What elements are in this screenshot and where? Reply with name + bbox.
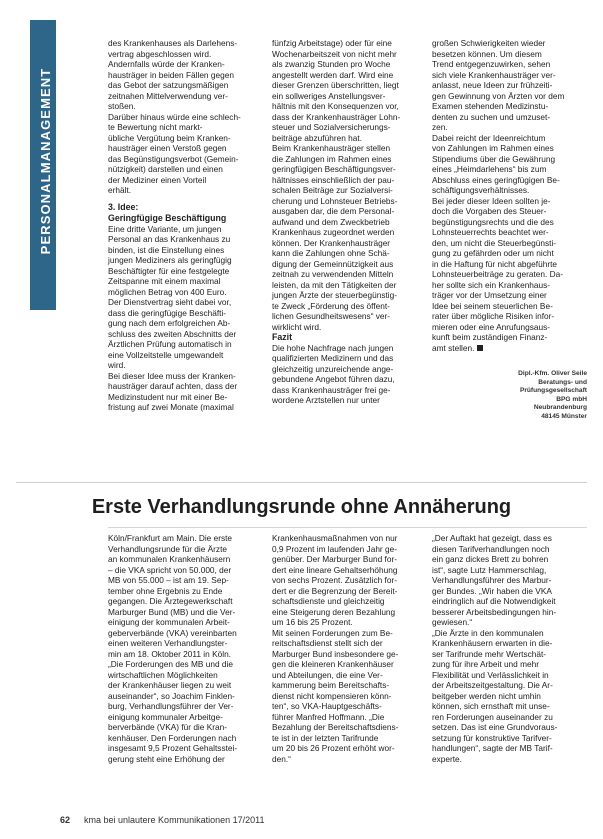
top-col2-paragraph-2: Die hohe Nachfrage nach jungen qualifizierten Medizinern und das gleichzeitig unzureichende ange- gebundene Angebot führen dazu, dass Krankenhausträger frei ge- wordene Arztstellen nur unter	[272, 342, 395, 405]
top-column-2	[272, 38, 420, 406]
author-credit: Dipl.-Kfm. Oliver Seile Beratungs- und Prüfungsgesellschaft BPG mbH Neubrandenburg 48145 Münster	[518, 370, 587, 420]
top-col1-heading: 3. Idee: Geringfügige Beschäftigung	[108, 201, 227, 223]
top-col1-paragraph-1: des Krankenhauses als Darlehens- vertrag abgeschlossen wird. Andernfalls würde der Kranken- hausträger in beiden Fällen gegen das Gebot der satzungsmäßigen zeitnahen Mittelverwendung ver- stoßen.	[108, 38, 238, 111]
top-column-1	[108, 38, 256, 413]
top-column-3	[432, 38, 585, 353]
top-col2-paragraph-1: fünfzig Arbeitstage) oder für eine Wochenarbeitszeit von nicht mehr als zwanzig Stunden pro Woche angestellt werden darf. Wird eine dieser Grenzen überschritten, liegt ein sollweriges Anstellungsver- hältnis mit den Konsequenzen vor, dass der Krankenhausträger Lohn- steuer und Sozialversicherungs- beiträge abzuführen hat. Beim Krankenhausträger stellen die Zahlungen im Rahmen eines geringfügigen Beschäftigungsver- hältnisses einschließlich der pau- schalen Beiträge zur Sozialversi- cherung und Lohnsteuer Betriebs- ausgaben dar, die dem Personal- aufwand und dem Zweckbetrieb Krankenhaus zugeordnet werden können. Der Krankenhausträger kann die Zahlungen ohne Schä- digung der Gemeinnützigkeit aus zeitnah zu verwendenden Mitteln leisten, da mit den Tätigkeiten der jungen Ärzte der steuerbegünstig- te Zweck „Förderung des öffent- lichen Gesundheitswesens“ ver- wirklicht wird.	[272, 38, 401, 332]
page-number: 62	[60, 815, 71, 825]
section-sidebar	[30, 20, 56, 310]
bottom-col3-text: „Der Auftakt hat gezeigt, dass es diesen Tarifverhandlungen noch ein ganz dickes Brett zu bohren ist“, sagte Lutz Hammerschlag, Verhandlungsführer des Marbur- ger Bundes. „Wir haben die VKA eindringlich auf die Notwendigkeit besserer Arbeitsbedingungen hin- gewiesen.“ „Die Ärzte in den kommunalen Krankenhäusern erwarten in die- ser Tarifrunde mehr Wertschät- zung für ihre Arbeit und mehr Flexibilität und Verlässlichkeit in der Arbeitszeitgestaltung. Die Ar- beitgeber werden nicht umhin können, sich ernsthaft mit unse- ren Forderungen auseinander zu setzen. Das ist eine Grundvoraus- setzung für konstruktive Tarifver- handlungen“, sagte der MB Tarif- experte.	[432, 533, 558, 764]
headline-rule	[108, 527, 587, 528]
bottom-col1-text: Köln/Frankfurt am Main. Die erste Verhandlungsrunde für die Ärzte an kommunalen Krankenhäusern – die VKA spricht von 50.000, der MB von 55.000 – ist am 19. Sep- tember ohne Ergebnis zu Ende gegangen. Die Ärztegewerkschaft Marburger Bund (MB) und die Ver- einigung der kommunalen Arbeit- geberverbände (VKA) vereinbarten einen weiteren Verhandlungster- min am 18. Oktober 2011 in Köln. „Die Forderungen des MB und die wirtschaftlichen Möglichkeiten der Krankenhäuser liegen zu weit auseinander“, so Joachim Finklen- burg, Verhandlungsführer der Ver- einigung kommunaler Arbeitge- berverbände (VKA) für die Kran- kenhäuser. Den Forderungen nach insgesamt 9,5 Prozent Gehaltsstei- gerung steht eine Erhöhung der	[108, 533, 238, 764]
top-col3-paragraph	[432, 38, 585, 353]
bottom-column-1	[108, 533, 260, 764]
end-of-article-mark	[477, 345, 483, 351]
article-divider	[16, 482, 587, 483]
top-col2-heading: Fazit	[272, 332, 293, 342]
page-footer	[60, 815, 264, 825]
section-label: PERSONALMANAGEMENT	[38, 67, 53, 255]
publication-name: kma bei unlautere Kommunikationen 17/2011	[84, 815, 265, 825]
top-col3-text: großen Schwierigkeiten wieder besetzen können. Um diesem Trend entgegenzuwirken, sehen sich viele Krankenhausträger ver- anlasst, neue Ideen zur frühzeiti- gen Gewinnung von Ärzten vor dem Examen stehenden Medizinstu- denten zu suchen und umzuset- zen. Dabei reicht der Ideenreichtum von Zahlungen im Rahmen eines Stipendiums über die Gewährung eines „Heimdarlehens“ bis zum Abschluss eines geringfügigen Be- schäftigungsverhältnisses. Bei jeder dieser Ideen sollten je- doch die Vorgaben des Steuer- begünstigungsrechts und die des Lohnsteuerrechts beachtet wer- den, um nicht die Steuerbegünsti- gung zu gefährden oder um nicht in die Haftung für nicht abgeführte Lohnsteuerbeiträge zu geraten. Da- her sollte sich ein Krankenhaus- träger vor der Umsetzung einer Idee bei seinem steuerlichen Be- rater über mögliche Risiken infor- mieren oder eine Anrufungsaus- kunft beim zuständigen Finanz- amt stellen.	[432, 38, 565, 353]
bottom-column-2	[272, 533, 420, 764]
bottom-column-3	[432, 533, 585, 764]
top-col1-paragraph-2: Darüber hinaus würde eine schlech- te Bewertung nicht markt- übliche Vergütung beim Kranken- hausträger einen Verstoß gegen das Begünstigungsverbot (Gemein- nützigkeit) darstellen und einen der Mediziner einen Vorteil erhält.	[108, 111, 241, 195]
article-headline: Erste Verhandlungsrunde ohne Annäherung	[91, 496, 512, 518]
bottom-col2-text: Krankenhausmaßnahmen von nur 0,9 Prozent im laufenden Jahr ge- genüber. Der Marburger Bund for- dert eine lineare Gehaltserhöhung von sechs Prozent. Zusätzlich for- dert er die Begrenzung der Bereit- schaftsdienste und gleichzeitig eine Steigerung deren Bezahlung um 16 bis 25 Prozent. Mit seinen Forderungen zum Be- reitschaftsdienst stellt sich der Marburger Bund insbesondere ge- gen die kleineren Krankenhäuser und Abteilungen, die eine Ver- kammerung beim Bereitschafts- dienst nicht kompensieren könn- ten“, so VKA-Hauptgeschäfts- führer Manfred Hoffmann. „Die Bezahlung der Bereitschaftsdiens- te ist in der letzten Tarifrunde um 20 bis 26 Prozent erhöht wor- den.“	[272, 533, 399, 764]
top-col1-paragraph-3: Eine dritte Variante, um jungen Personal an das Krankenhaus zu binden, ist die Einstellung eines jungen Mediziners als geringfügig Beschäftigter für eine festgelegte Zeitspanne mit einem maximal möglichen Betrag von 400 Euro. Der Dienstvertrag sieht dabei vor, dass die geringfügige Beschäfti- gung nach dem erfolgreichen Ab- schluss des zweiten Abschnitts der Ärztlichen Prüfung automatisch in eine Vollzeitstelle umgewandelt wird. Bei dieser Idee muss der Kranken- hausträger darauf achten, dass der Medizinstudent nur mit einer Be- fristung auf zwei Monate (maximal	[108, 223, 238, 412]
